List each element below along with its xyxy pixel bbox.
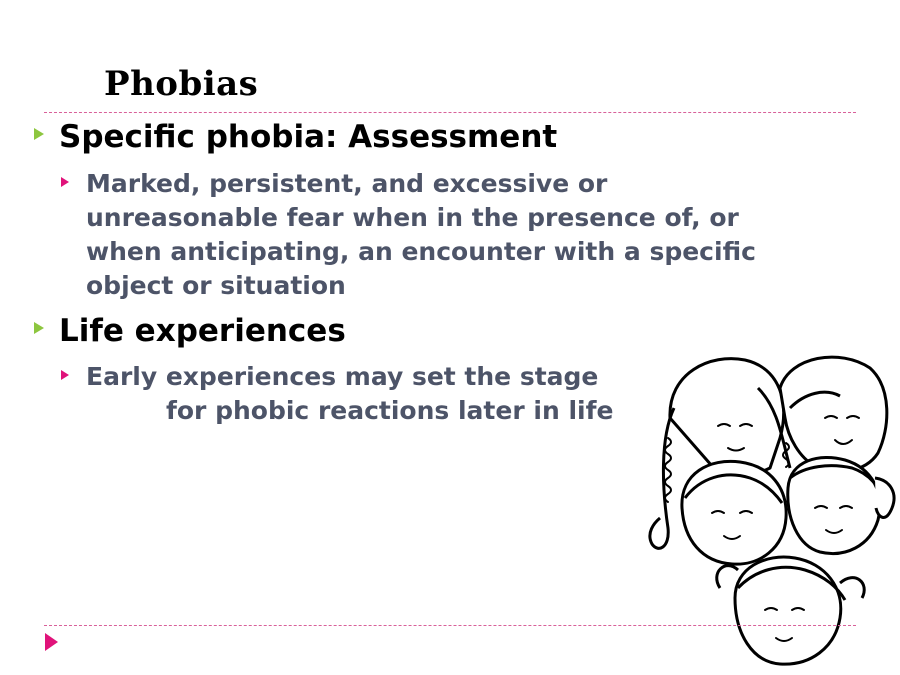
top-divider [44, 112, 856, 113]
bullet-2-text: Life experiences [59, 313, 346, 349]
sub-bullet-1-marker [61, 177, 69, 187]
sub-bullet-1-line-2: unreasonable fear when in the presence of, or [86, 203, 739, 232]
next-slide-arrow-icon[interactable] [45, 633, 58, 651]
bullet-2-marker [34, 322, 44, 334]
bullet-1-text: Specific phobia: Assessment [59, 119, 558, 155]
bottom-divider [44, 625, 856, 626]
bullet-1-marker [34, 128, 44, 140]
sub-bullet-2-line-1: Early experiences may set the stage [86, 362, 599, 391]
sub-bullet-2-line-2: for phobic reactions later in life [166, 396, 614, 425]
sub-bullet-1-text [86, 167, 876, 303]
sub-bullet-2-marker [61, 370, 69, 380]
sub-bullet-1-line-3: when anticipating, an encounter with a specific [86, 237, 756, 266]
slide-title: Phobias [104, 64, 259, 104]
sub-bullet-1-line-1: Marked, persistent, and excessive or [86, 169, 608, 198]
sub-bullet-1-line-4: object or situation [86, 271, 346, 300]
